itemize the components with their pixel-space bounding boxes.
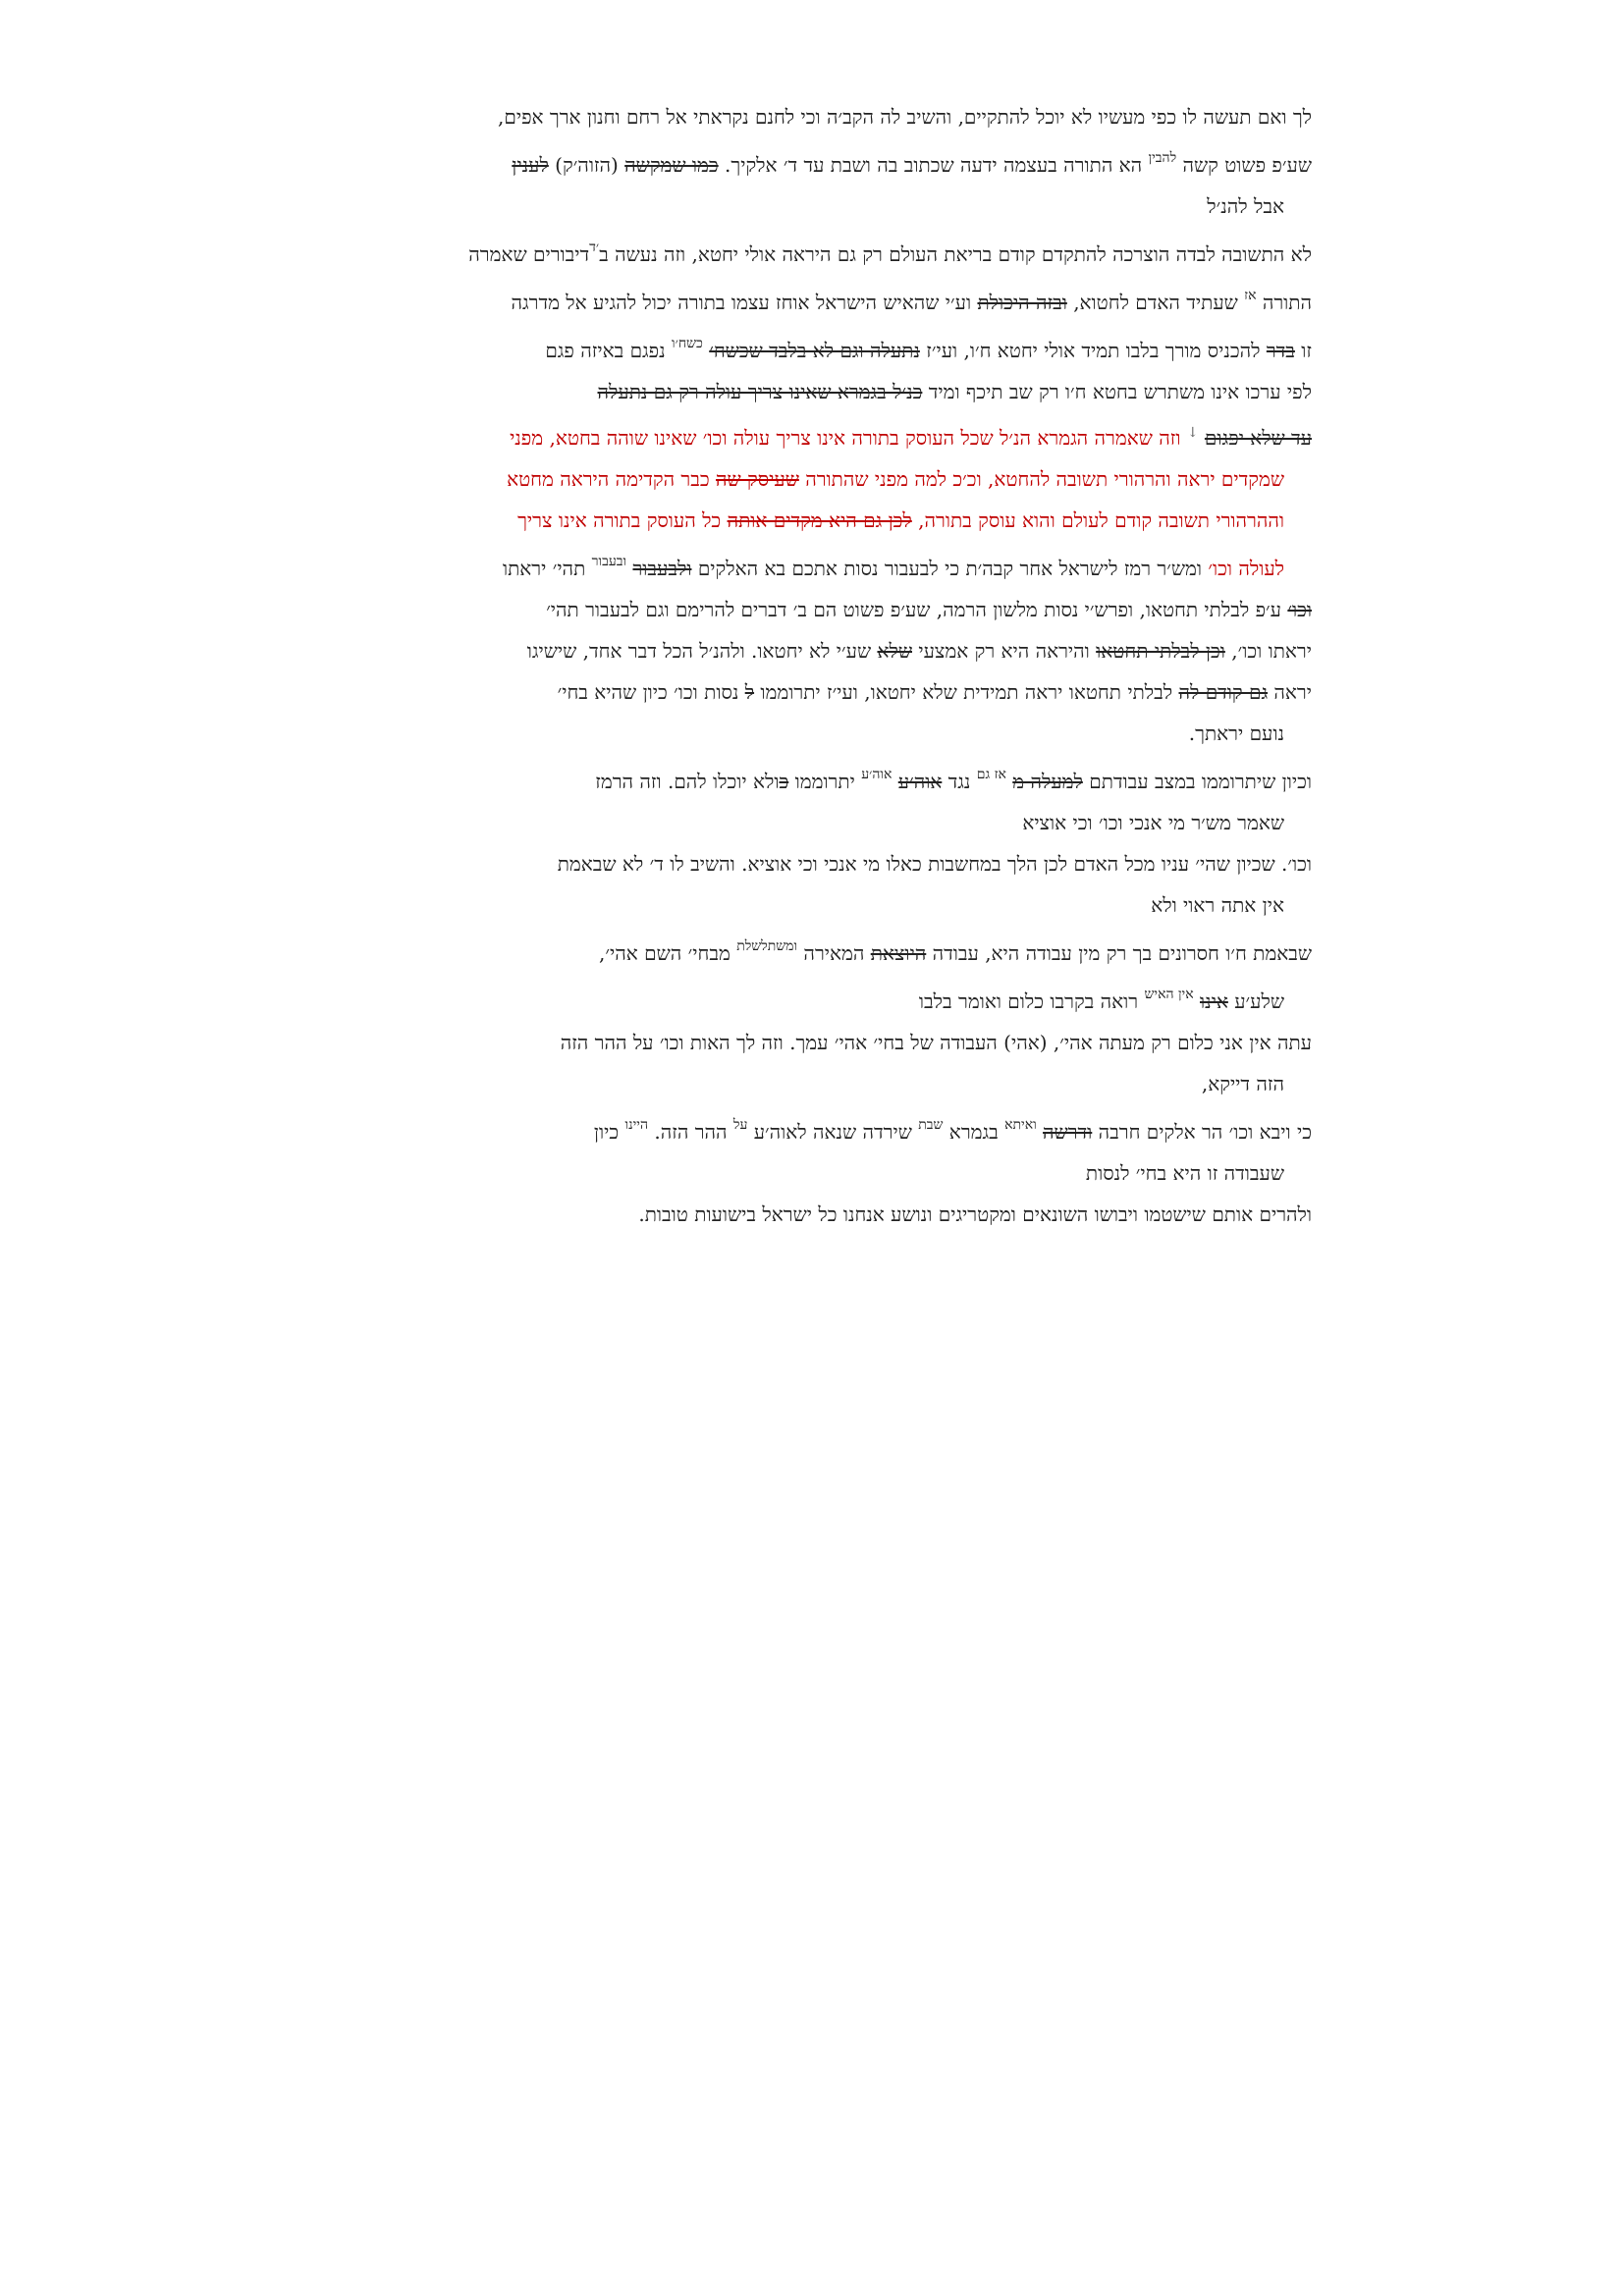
- text-line: [363, 671, 1312, 713]
- struck-text: ובזה היכולת: [977, 291, 1067, 314]
- text-segment: להכניס מורך בלבו תמיד אולי יחטא ח׳ו, ועי׳ז: [919, 339, 1267, 362]
- struck-text: ולבעבור: [632, 557, 692, 580]
- struck-text: כנ׳ל בגמרא שאינו צריך עולה רק גם נתעלה: [597, 380, 923, 403]
- interlinear-insertion: להבין: [1148, 150, 1177, 166]
- text-segment: הא התורה בעצמה ידעה שכתוב בה ושבת עד ד׳ אלקיך.: [718, 153, 1149, 177]
- struck-text: שעיסק שה: [716, 467, 799, 491]
- text-segment: התורה: [1256, 291, 1312, 314]
- text-line: [363, 500, 1312, 541]
- red-inserted-text: וזה שאמרה הגמרא הנ׳ל שכל העוסק בתורה אינו צריך עולה וכו׳ שאינו שוהה בחטא, מפני: [510, 426, 1187, 450]
- interlinear-insertion: כשח׳ו: [672, 336, 703, 351]
- text-segment: נסות וכו׳ כיון שהיא בחי׳: [557, 680, 745, 704]
- text-segment: ע׳פ לבלתי תחטאו, ופרש׳י נסות מלשון הרמה, שע׳פ פשוט הם ב׳ דברים להרימם וגם לבעבור תהי׳: [546, 598, 1288, 621]
- text-segment: לפי ערכו אינו משתרש בחטא ח׳ו רק שב תיכף ומיד: [922, 380, 1312, 403]
- text-line: [363, 275, 1312, 323]
- text-segment: לא התשובה לבדה הוצרכה להתקדם קודם בריאת העולם רק גם היראה אולי יחטא, וזה נעשה ב: [599, 242, 1312, 266]
- text-line: [363, 323, 1312, 371]
- text-segment: וכיון שיתרוממו במצב עבודתם: [1082, 770, 1312, 793]
- text-segment: נפגם באיזה פגם: [545, 339, 672, 362]
- interlinear-insertion: אוה׳ע: [861, 767, 893, 782]
- text-segment: ולא יוכלו להם. וזה הרמז: [595, 770, 780, 793]
- text-segment: שאמר מש׳ר מי אנכי וכו׳ וכי אוציא: [1022, 811, 1284, 834]
- struck-text: כמו שמקשה: [624, 153, 719, 177]
- text-segment: לבלתי תחטאו יראה תמידית שלא יחטאו, ועי׳ז יתרוממו: [754, 680, 1179, 704]
- struck-text: למעלה מ: [1012, 770, 1083, 793]
- text-line: [363, 371, 1312, 412]
- struck-text: שלא: [877, 639, 912, 663]
- text-segment: שעתיד האדם לחטוא,: [1066, 291, 1245, 314]
- text-line: [363, 541, 1312, 589]
- text-segment: שעבודה זו היא בחי׳ לנסות: [1085, 1161, 1284, 1185]
- text-line: [363, 754, 1312, 802]
- red-inserted-text: שמקדים יראה והרהורי תשובה להחטא, וכ׳כ למה מפני שהתורה: [798, 467, 1284, 491]
- struck-text: וכן לבלתי תחטאו: [1096, 639, 1225, 663]
- struck-text: ל: [744, 680, 755, 704]
- text-segment: שבאמת ח׳ו חסרונים בך רק מין עבודה היא, עבודה: [926, 941, 1312, 965]
- text-segment: (הזוה׳ק): [548, 153, 625, 177]
- struck-text: לכן גם היא מקדים אותה: [727, 508, 912, 532]
- struck-text: ודרשה: [1043, 1120, 1093, 1144]
- text-segment: תהי׳ יראתו: [502, 557, 592, 580]
- text-segment: שע׳פ פשוט קשה: [1176, 153, 1312, 177]
- text-segment: אבל להנ׳ל: [1207, 194, 1284, 218]
- text-line: [363, 802, 1312, 843]
- text-segment: המאירה: [797, 941, 871, 965]
- red-inserted-text: לעולה וכו׳: [1208, 557, 1284, 580]
- text-segment: הזה דייקא,: [1201, 1072, 1284, 1095]
- text-line: [363, 137, 1312, 186]
- text-segment: יתרוממו: [788, 770, 862, 793]
- insertion-arrow-icon: ↓: [1186, 425, 1199, 441]
- text-line: [363, 458, 1312, 500]
- text-segment: כיון: [593, 1120, 625, 1144]
- red-inserted-text: כבר הקדימה היראה מחטא: [507, 467, 717, 491]
- text-segment: שע׳י לא יחטאו. ולהנ׳ל הכל דבר אחד, שישיגו: [526, 639, 878, 663]
- text-segment: נגד: [942, 770, 977, 793]
- text-line: [363, 412, 1312, 458]
- struck-text: אינו: [1199, 989, 1228, 1013]
- interlinear-insertion: ובעבור: [591, 554, 627, 569]
- text-segment: רואה בקרבו כלום ואומר בלבו: [918, 989, 1145, 1013]
- struck-text: בדר: [1266, 339, 1295, 362]
- text-line: [363, 1194, 1312, 1235]
- text-line: [363, 884, 1312, 926]
- interlinear-insertion: ומשתלשלת: [736, 938, 798, 954]
- struck-text: לענין: [512, 153, 549, 177]
- text-segment: שלע׳ע: [1227, 989, 1284, 1013]
- text-segment: יראה: [1268, 680, 1312, 704]
- text-line: [363, 713, 1312, 754]
- interlinear-insertion: שבת: [918, 1117, 944, 1133]
- text-line: [363, 1063, 1312, 1104]
- text-line: [363, 926, 1312, 974]
- text-line: [363, 630, 1312, 671]
- interlinear-insertion: היינו: [624, 1117, 649, 1133]
- manuscript-text-block: [363, 96, 1312, 1235]
- text-segment: בגמרא: [943, 1120, 1005, 1144]
- text-line: [363, 96, 1312, 137]
- text-segment: דיבורים שאמרה: [468, 242, 590, 266]
- text-segment: שירדה שנאה לאוה׳ע: [747, 1120, 919, 1144]
- text-line: [363, 1022, 1312, 1063]
- struck-text: היוצאת: [870, 941, 927, 965]
- text-line: [363, 186, 1312, 227]
- text-segment: אין אתה ראוי ולא: [1151, 893, 1284, 917]
- text-segment: ההר הזה.: [648, 1120, 733, 1144]
- text-segment: עתה אין אני כלום רק מעתה אהי׳, (אהי) העבודה של בחי׳ אהי׳ עמך. וזה לך האות וכו׳ על ההר הזה: [560, 1031, 1312, 1054]
- text-segment: כי ויבא וכו׳ הר אלקים חרבה: [1092, 1120, 1312, 1144]
- text-segment: נועם יראתך.: [1188, 721, 1284, 745]
- interlinear-insertion: אז: [1244, 288, 1257, 303]
- interlinear-insertion: על: [732, 1117, 748, 1133]
- struck-text: נתעלה וגם לא בלבד שכשח׳: [709, 339, 920, 362]
- interlinear-insertion: אין האיש: [1144, 987, 1194, 1002]
- red-inserted-text: כל העוסק בתורה אינו צריך: [517, 508, 728, 532]
- text-line: [363, 589, 1312, 630]
- text-segment: לך ואם תעשה לו כפי מעשיו לא יוכל להתקיים, והשיב לה הקב׳ה וכי לחנם נקראתי אל רחם וחנון ארך אפים,: [497, 105, 1312, 129]
- struck-text: כ: [779, 770, 789, 793]
- text-line: [363, 843, 1312, 884]
- text-segment: ולהרים אותם שישטמו ויבושו השונאים ומקטריגים ונושע אנחנו כל ישראל בישועות טובות.: [638, 1202, 1312, 1226]
- interlinear-insertion: ואיתא: [1004, 1117, 1037, 1133]
- text-segment: זו: [1294, 339, 1312, 362]
- text-line: [363, 227, 1312, 275]
- red-inserted-text: וההרהורי תשובה קודם לעולם והוא עוסק בתורה,: [911, 508, 1284, 532]
- interlinear-insertion: אז גם: [976, 767, 1006, 782]
- text-segment: וע׳י שהאיש הישראל אוחז עצמו בתורה יכול להגיע אל מדרגה: [511, 291, 978, 314]
- struck-text: גם קודם לה: [1178, 680, 1269, 704]
- struck-text: עד שלא יפגום: [1204, 426, 1312, 450]
- text-segment: יראתו וכו׳,: [1224, 639, 1312, 663]
- text-line: [363, 974, 1312, 1022]
- text-line: [363, 1104, 1312, 1152]
- text-segment: מבחי׳ השם אהי׳,: [599, 941, 737, 965]
- text-segment: ומש׳ר רמז לישראל אחר קבה׳ת כי לבעבור נסות אתכם בא האלקים: [691, 557, 1209, 580]
- interlinear-insertion: ׳ד: [589, 240, 600, 255]
- struck-text: וכו׳: [1287, 598, 1312, 621]
- text-segment: וכו׳. שכיון שהי׳ עניו מכל האדם לכן הלך במחשבות כאלו מי אנכי וכי אוציא. והשיב לו ד׳ לא שבאמת: [557, 852, 1312, 876]
- text-segment: והיראה היא רק אמצעי: [912, 639, 1097, 663]
- text-line: [363, 1152, 1312, 1194]
- struck-text: אוה׳ע: [897, 770, 943, 793]
